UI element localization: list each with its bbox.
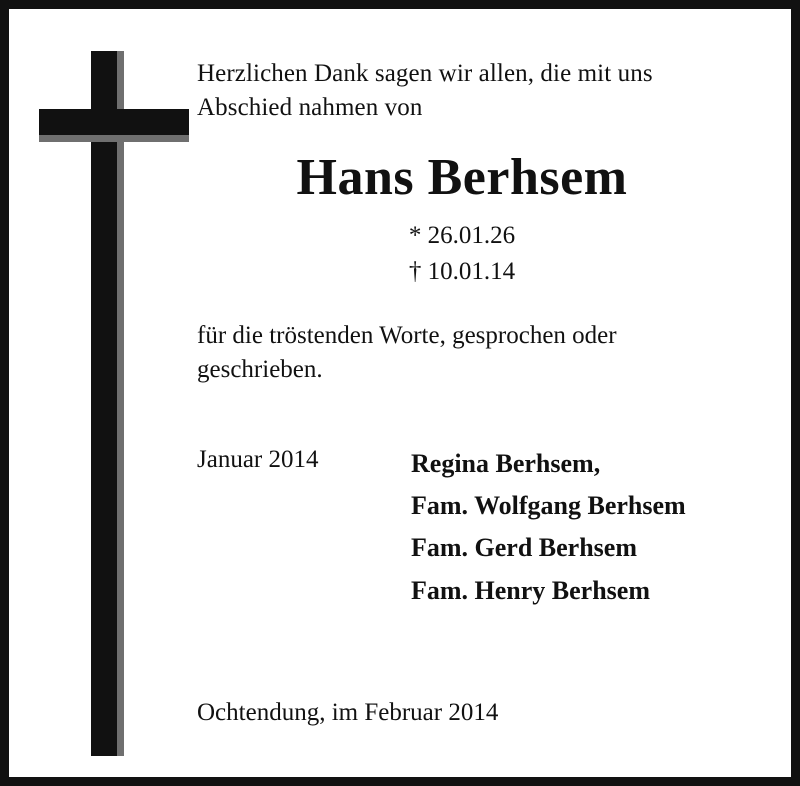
cross-horizontal-bar (39, 109, 189, 135)
deceased-name: Hans Berhsem (296, 149, 628, 206)
cross-vertical-bar (91, 51, 117, 756)
family-line: Fam. Gerd Berhsem (411, 533, 638, 563)
place-and-date: Ochtendung, im Februar 2014 (197, 699, 499, 726)
thanks-line-1: für die tröstenden Worte, gesprochen oder (197, 322, 617, 350)
cross-icon (39, 51, 189, 756)
cross-horizontal-shadow (39, 135, 189, 142)
thanks-text (197, 319, 767, 387)
signature-row (197, 443, 767, 611)
family-line: Fam. Wolfgang Berhsem (411, 491, 686, 521)
family-line: Fam. Henry Berhsem (411, 575, 651, 605)
birth-date: * 26.01.26 (408, 222, 516, 250)
intro-line-1: Herzlichen Dank sagen wir allen, die mit uns (197, 60, 653, 87)
cross-vertical-shadow (117, 51, 124, 756)
intro-line-2: Abschied nahmen von (197, 94, 423, 121)
card-inner (9, 9, 791, 777)
family-line: Regina Berhsem, (411, 449, 601, 479)
intro-text (197, 57, 767, 125)
thanks-line-2: geschrieben. (197, 356, 323, 384)
life-dates (197, 218, 727, 289)
notice-content (197, 57, 767, 612)
death-date: † 10.01.14 (408, 257, 516, 285)
signature-month: Januar 2014 (197, 446, 319, 474)
family-signatures (411, 443, 686, 611)
